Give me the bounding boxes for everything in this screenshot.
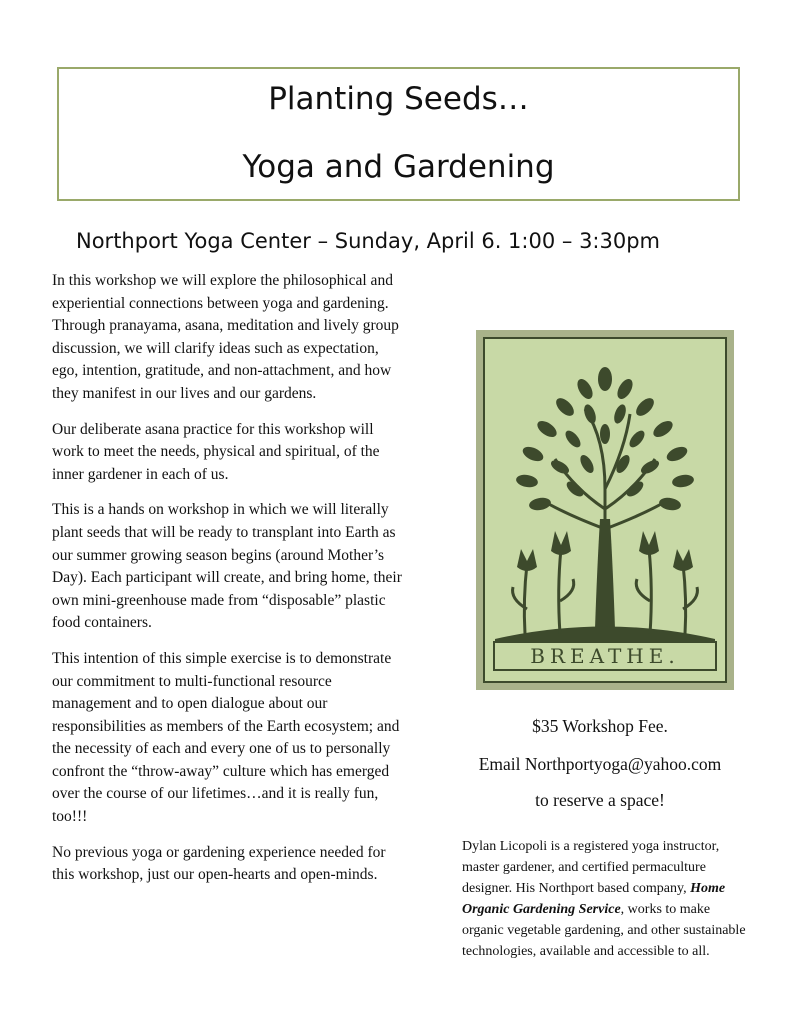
paragraph-intro: In this workshop we will explore the philosophical and experiential connections between yoga and gardening. Through pranayama, asana, meditation and lively group discussion, we will clarify ideas such as expectation, ego, intention, gratitude, and non-attachment, and how they manifest in our lives and our gardens. xyxy=(52,272,399,402)
workshop-fee: $35 Workshop Fee. xyxy=(532,716,668,736)
instructor-bio xyxy=(462,836,752,962)
reserve-text: to reserve a space! xyxy=(535,790,665,810)
description-column xyxy=(52,270,402,900)
bio-text-end: , works to make organic vegetable gardening, and other sustainable technologies, available and accessible to all. xyxy=(462,902,746,959)
paragraph-asana: Our deliberate asana practice for this workshop will work to meet the needs, physical and spiritual, of the inner gardener in each of us. xyxy=(52,420,380,483)
paragraph-hands-on: This is a hands on workshop in which we will literally plant seeds that will be ready to transplant into Earth as our summer growing season begins (around Mother’s Day). Each participant will create, and bring home, their own mini-greenhouse made from “disposable” plastic food containers. xyxy=(52,501,402,632)
bio-text-start: Dylan Licopoli is a registered yoga instructor, master gardener, and certified permaculture designer. His Northport based company, xyxy=(462,839,720,896)
contact-email[interactable]: Email Northportyoga@yahoo.com xyxy=(478,754,722,774)
breathe-tree-poster xyxy=(476,330,734,690)
title-line-2: Yoga and Gardening xyxy=(242,149,555,185)
poster-artwork xyxy=(483,337,727,683)
title-box xyxy=(57,67,740,201)
title-line-1: Planting Seeds… xyxy=(268,81,529,117)
breathe-label: BREATHE. xyxy=(493,641,717,671)
paragraph-experience: No previous yoga or gardening experience needed for this workshop, just our open-hearts and open-minds. xyxy=(52,843,386,884)
bio-company-name: Home Organic Gardening Service xyxy=(462,881,726,917)
tree-illustration xyxy=(485,339,725,681)
paragraph-intention: This intention of this simple exercise is to demonstrate our commitment to multi-functional resource management and to open dialogue about our responsibilities as members of the Earth ecosystem; and the necessity of each and every one of us to personally confront the “throw-away” culture which has emerged over the course of our lifetimes…and it is really fun, too!!! xyxy=(52,649,400,826)
event-subtitle: Northport Yoga Center – Sunday, April 6. 1:00 – 3:30pm xyxy=(76,229,661,253)
